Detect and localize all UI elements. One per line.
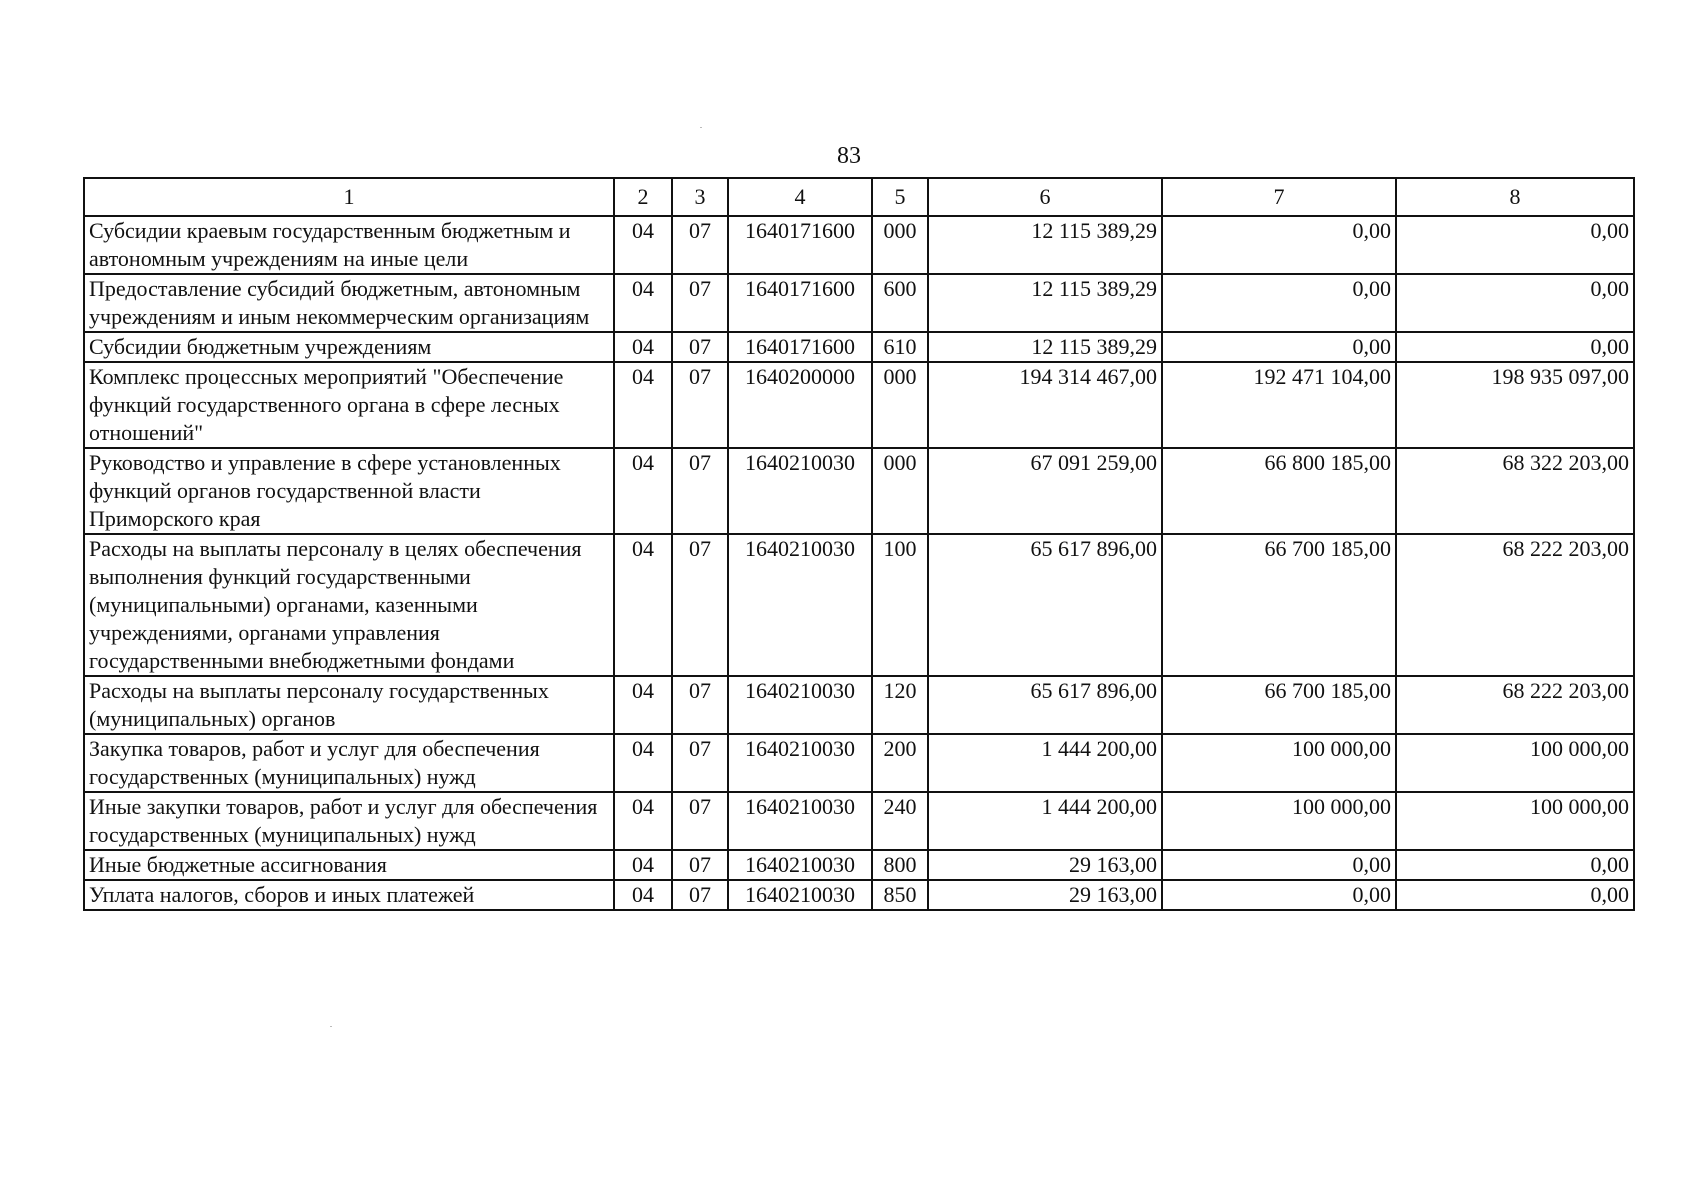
amount-col-6: 1 444 200,00 bbox=[928, 734, 1162, 792]
table-row bbox=[84, 274, 1634, 332]
section-code: 04 bbox=[614, 534, 672, 676]
amount-col-7: 0,00 bbox=[1162, 274, 1396, 332]
column-header: 5 bbox=[872, 178, 928, 216]
amount-col-7: 192 471 104,00 bbox=[1162, 362, 1396, 448]
table-row bbox=[84, 332, 1634, 362]
target-article-code: 1640210030 bbox=[728, 880, 872, 910]
amount-col-7: 100 000,00 bbox=[1162, 734, 1396, 792]
amount-col-7: 66 800 185,00 bbox=[1162, 448, 1396, 534]
section-code: 04 bbox=[614, 850, 672, 880]
row-name: Предоставление субсидий бюджетным, автономным учреждениям и иным некоммерческим организациям bbox=[84, 274, 614, 332]
expense-type-code: 800 bbox=[872, 850, 928, 880]
amount-col-7: 0,00 bbox=[1162, 332, 1396, 362]
expense-type-code: 600 bbox=[872, 274, 928, 332]
subsection-code: 07 bbox=[672, 274, 728, 332]
table-row bbox=[84, 792, 1634, 850]
section-code: 04 bbox=[614, 332, 672, 362]
amount-col-7: 0,00 bbox=[1162, 850, 1396, 880]
expense-type-code: 000 bbox=[872, 216, 928, 274]
table-row bbox=[84, 216, 1634, 274]
amount-col-6: 12 115 389,29 bbox=[928, 332, 1162, 362]
amount-col-8: 100 000,00 bbox=[1396, 792, 1634, 850]
subsection-code: 07 bbox=[672, 792, 728, 850]
amount-col-6: 29 163,00 bbox=[928, 850, 1162, 880]
subsection-code: 07 bbox=[672, 880, 728, 910]
amount-col-8: 0,00 bbox=[1396, 216, 1634, 274]
amount-col-8: 0,00 bbox=[1396, 850, 1634, 880]
row-name: Руководство и управление в сфере установленных функций органов государственной власти Приморского края bbox=[84, 448, 614, 534]
expense-type-code: 240 bbox=[872, 792, 928, 850]
expense-type-code: 850 bbox=[872, 880, 928, 910]
target-article-code: 1640171600 bbox=[728, 332, 872, 362]
subsection-code: 07 bbox=[672, 448, 728, 534]
section-code: 04 bbox=[614, 792, 672, 850]
amount-col-8: 100 000,00 bbox=[1396, 734, 1634, 792]
amount-col-8: 0,00 bbox=[1396, 274, 1634, 332]
subsection-code: 07 bbox=[672, 850, 728, 880]
row-name: Комплекс процессных мероприятий "Обеспечение функций государственного органа в сфере лесных отношений" bbox=[84, 362, 614, 448]
section-code: 04 bbox=[614, 676, 672, 734]
expense-type-code: 120 bbox=[872, 676, 928, 734]
amount-col-6: 65 617 896,00 bbox=[928, 534, 1162, 676]
column-header: 1 bbox=[84, 178, 614, 216]
amount-col-8: 0,00 bbox=[1396, 332, 1634, 362]
amount-col-6: 29 163,00 bbox=[928, 880, 1162, 910]
amount-col-6: 12 115 389,29 bbox=[928, 274, 1162, 332]
amount-col-7: 0,00 bbox=[1162, 216, 1396, 274]
target-article-code: 1640210030 bbox=[728, 792, 872, 850]
row-name: Субсидии бюджетным учреждениям bbox=[84, 332, 614, 362]
amount-col-8: 0,00 bbox=[1396, 880, 1634, 910]
amount-col-6: 67 091 259,00 bbox=[928, 448, 1162, 534]
subsection-code: 07 bbox=[672, 362, 728, 448]
amount-col-6: 65 617 896,00 bbox=[928, 676, 1162, 734]
amount-col-8: 68 322 203,00 bbox=[1396, 448, 1634, 534]
column-header: 3 bbox=[672, 178, 728, 216]
expense-type-code: 100 bbox=[872, 534, 928, 676]
target-article-code: 1640210030 bbox=[728, 448, 872, 534]
page-number: 83 bbox=[837, 143, 861, 169]
amount-col-8: 68 222 203,00 bbox=[1396, 676, 1634, 734]
row-name: Иные бюджетные ассигнования bbox=[84, 850, 614, 880]
subsection-code: 07 bbox=[672, 734, 728, 792]
table-row bbox=[84, 880, 1634, 910]
amount-col-7: 0,00 bbox=[1162, 880, 1396, 910]
amount-col-8: 68 222 203,00 bbox=[1396, 534, 1634, 676]
section-code: 04 bbox=[614, 880, 672, 910]
expense-type-code: 610 bbox=[872, 332, 928, 362]
amount-col-8: 198 935 097,00 bbox=[1396, 362, 1634, 448]
expense-type-code: 000 bbox=[872, 362, 928, 448]
section-code: 04 bbox=[614, 274, 672, 332]
expense-type-code: 200 bbox=[872, 734, 928, 792]
table-header-row bbox=[84, 178, 1634, 216]
amount-col-7: 100 000,00 bbox=[1162, 792, 1396, 850]
amount-col-6: 1 444 200,00 bbox=[928, 792, 1162, 850]
target-article-code: 1640171600 bbox=[728, 216, 872, 274]
row-name: Уплата налогов, сборов и иных платежей bbox=[84, 880, 614, 910]
amount-col-6: 194 314 467,00 bbox=[928, 362, 1162, 448]
subsection-code: 07 bbox=[672, 676, 728, 734]
amount-col-6: 12 115 389,29 bbox=[928, 216, 1162, 274]
row-name: Расходы на выплаты персоналу государственных (муниципальных) органов bbox=[84, 676, 614, 734]
table-row bbox=[84, 734, 1634, 792]
table-row bbox=[84, 362, 1634, 448]
table-row bbox=[84, 448, 1634, 534]
scan-speck bbox=[700, 127, 702, 128]
budget-table bbox=[83, 177, 1635, 911]
target-article-code: 1640210030 bbox=[728, 734, 872, 792]
section-code: 04 bbox=[614, 448, 672, 534]
scan-speck bbox=[330, 1026, 332, 1027]
row-name: Субсидии краевым государственным бюджетным и автономным учреждениям на иные цели bbox=[84, 216, 614, 274]
column-header: 8 bbox=[1396, 178, 1634, 216]
column-header: 7 bbox=[1162, 178, 1396, 216]
target-article-code: 1640210030 bbox=[728, 676, 872, 734]
section-code: 04 bbox=[614, 362, 672, 448]
expense-type-code: 000 bbox=[872, 448, 928, 534]
row-name: Расходы на выплаты персоналу в целях обеспечения выполнения функций государственными (муниципальными) органами, казенными учреждениями, органами управления государственными внебюджетными фондами bbox=[84, 534, 614, 676]
table-row bbox=[84, 534, 1634, 676]
column-header: 6 bbox=[928, 178, 1162, 216]
row-name: Иные закупки товаров, работ и услуг для обеспечения государственных (муниципальных) нужд bbox=[84, 792, 614, 850]
table-row bbox=[84, 676, 1634, 734]
subsection-code: 07 bbox=[672, 332, 728, 362]
amount-col-7: 66 700 185,00 bbox=[1162, 676, 1396, 734]
subsection-code: 07 bbox=[672, 534, 728, 676]
subsection-code: 07 bbox=[672, 216, 728, 274]
amount-col-7: 66 700 185,00 bbox=[1162, 534, 1396, 676]
target-article-code: 1640210030 bbox=[728, 850, 872, 880]
table-row bbox=[84, 850, 1634, 880]
section-code: 04 bbox=[614, 734, 672, 792]
section-code: 04 bbox=[614, 216, 672, 274]
target-article-code: 1640210030 bbox=[728, 534, 872, 676]
column-header: 4 bbox=[728, 178, 872, 216]
target-article-code: 1640200000 bbox=[728, 362, 872, 448]
row-name: Закупка товаров, работ и услуг для обеспечения государственных (муниципальных) нужд bbox=[84, 734, 614, 792]
column-header: 2 bbox=[614, 178, 672, 216]
target-article-code: 1640171600 bbox=[728, 274, 872, 332]
